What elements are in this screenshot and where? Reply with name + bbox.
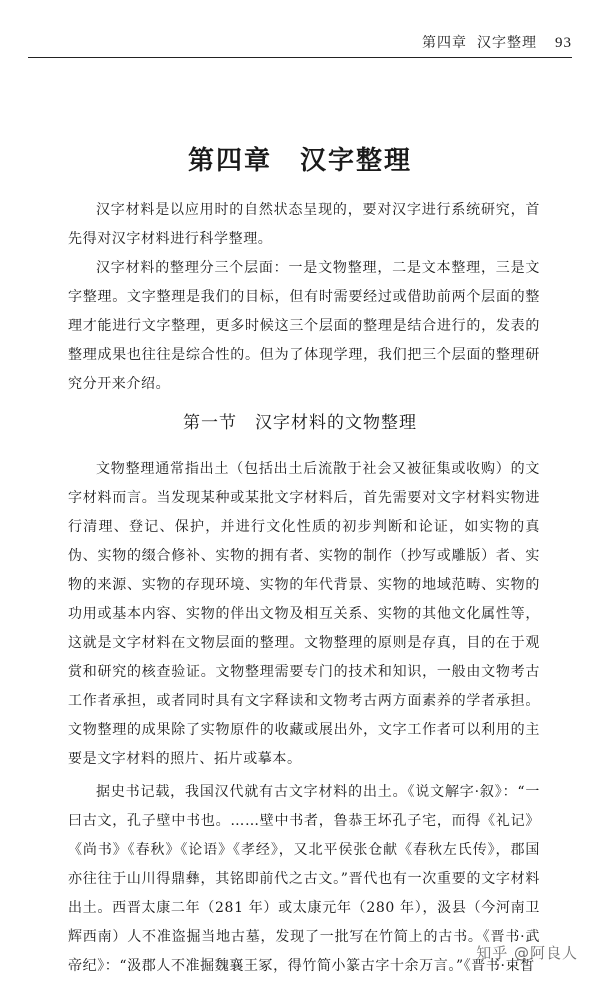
intro-paragraph: 汉字材料是以应用时的自然状态呈现的，要对汉字进行系统研究，首先得对汉字材料进行科学整理。 — [68, 202, 540, 247]
intro-paragraph: 汉字材料的整理分三个层面：一是文物整理，二是文本整理，三是文字整理。文字整理是我们的目标，但有时需要经过或借助前两个层面的整理才能进行文字整理，更多时候这三个层面的整理是结合进行的，发表的整理成果也往往是综合性的。但为了体现学理，我们把三个层面的整理研究分开来介绍。 — [68, 260, 540, 392]
header-chapter-name: 汉字整理 — [477, 35, 537, 51]
header-chapter-label: 第四章 — [422, 35, 467, 51]
chapter-title: 第四章 汉字整理 — [187, 146, 412, 176]
section-title: 第一节 汉字材料的文物整理 — [183, 413, 417, 433]
section-paragraph: 文物整理通常指出土（包括出土后流散于社会又被征集或收购）的文字材料而言。当发现某种或某批文字材料后，首先需要对文字材料实物进行清理、登记、保护，并进行文化性质的初步判断和论证，如实物的真伪、实物的缀合修补、实物的拥有者、实物的制作（抄写或雕版）者、实物的来源、实物的存现环境、实物的年代背景、实物的地域范畴、实物的功用或基本内容、实物的伴出文物及相互关系、实物的其他文化属性等，这就是文字材料在文物层面的整理。文物整理的原则是存真，目的在于观赏和研究的核查验证。文物整理需要专门的技术和知识，一般由文物考古工作者承担，或者同时具有文字释读和文物考古两方面素养的学者承担。文物整理的成果除了实物原件的收藏或展出外，文字工作者可以利用的主要是文字材料的照片、拓片或摹本。 — [68, 461, 540, 767]
source-watermark: 知乎 @阿良人 — [476, 944, 578, 962]
running-header — [28, 28, 572, 58]
page-number: 93 — [555, 35, 572, 51]
section-text — [68, 455, 540, 981]
intro-text — [68, 196, 540, 399]
section-paragraph: 据史书记载，我国汉代就有古文字材料的出土。《说文解字·叙》：“一曰古文，孔子壁中书也。……壁中书者，鲁恭王坏孔子宅，而得《礼记》《尚书》《春秋》《论语》《孝经》，又北平侯张仓献《春秋左氏传》，郡国亦往往于山川得鼎彝，其铭即前代之古文。”晋代也有一次重要的文字材料出土。西晋太康二年（281 年）或太康元年（280 年），汲县（今河南卫辉西南）人不准盗掘当地古墓，发现了一批写在竹简上的古书。《晋书·武帝纪》：“汲郡人不准掘魏襄王冢，得竹简小篆古字十余万言。”《晋书·束皙 — [68, 784, 540, 974]
